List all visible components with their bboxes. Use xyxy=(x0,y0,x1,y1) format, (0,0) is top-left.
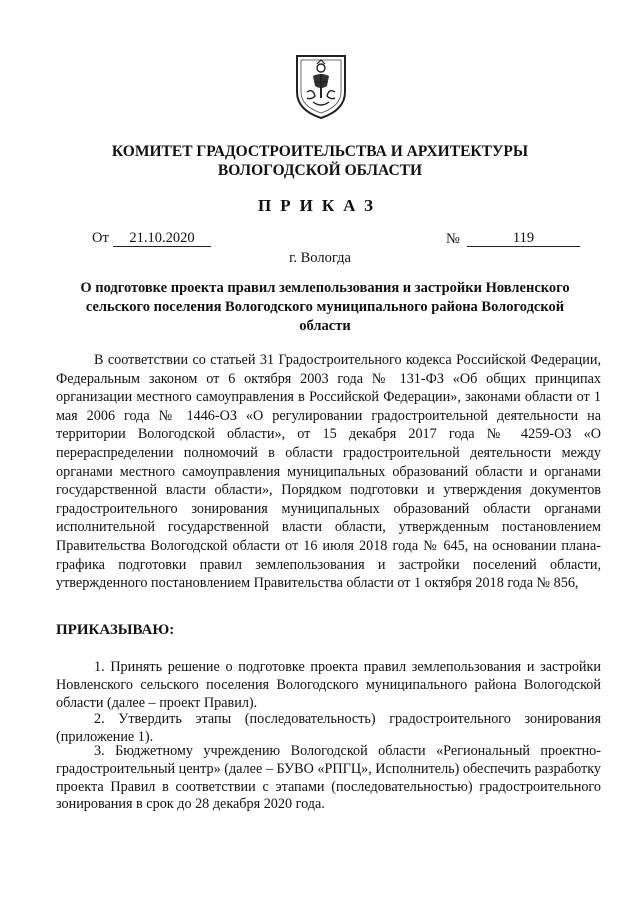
order-heading: ПРИКАЗЫВАЮ: xyxy=(56,622,175,638)
document-type-title: ПРИКАЗ xyxy=(258,196,382,215)
city: г. Вологда xyxy=(289,250,351,266)
order-item-3: 3. Бюджетному учреждению Вологодской области «Региональный проектно-градостроительный центр» (далее – БУВО «РПГЦ», Исполнитель) обеспечить разработку проекта Правил в соответствии с этапами (последовательностью) градостроительного зонирования в срок до 28 декабря 2020 года. xyxy=(56,743,601,813)
organization-name-line1: КОМИТЕТ ГРАДОСТРОИТЕЛЬСТВА И АРХИТЕКТУРЫ xyxy=(111,143,529,160)
date-label: От xyxy=(92,230,109,246)
organization-name-line2: ВОЛОГОДСКОЙ ОБЛАСТИ xyxy=(217,162,423,179)
coat-of-arms-icon xyxy=(293,52,349,120)
number-value: 119 xyxy=(467,230,580,247)
date-value: 21.10.2020 xyxy=(113,230,211,247)
number-label: № xyxy=(446,231,460,247)
document-subject: О подготовке проекта правил землепользования и застройки Новленского сельского поселения Вологодского муниципального района Вологодской области xyxy=(80,280,570,334)
preamble-paragraph: В соответствии со статьей 31 Градостроительного кодекса Российской Федерации, Федеральным законом от 6 октября 2003 года № 131-ФЗ «Об общих принципах организации местного самоуправления в Российской Федерации», законами области от 1 мая 2006 года № 1446-ОЗ «О регулировании градостроительной деятельности на территории Вологодской области», от 15 декабря 2017 года № 4259-ОЗ «О перераспределении полномочий в области градостроительной деятельности между органами местного самоуправления муниципальных образований области и органами государственной власти области», Порядком подготовки и утверждения документов градостроительного зонирования муниципальных образований области органами исполнительной государственной власти области, утвержденным постановлением Правительства Вологодской области от 16 июля 2018 года № 645, на основании плана-графика подготовки правил землепользования и застройки поселений области, утвержденного постановлением Правительства области от 1 октября 2018 года № 856, xyxy=(56,352,601,592)
order-item-2: 2. Утвердить этапы (последовательность) градостроительного зонирования (приложение 1). xyxy=(56,711,601,745)
order-item-1: 1. Принять решение о подготовке проекта правил землепользования и застройки Новленского сельского поселения Вологодского муниципального района Вологодской области (далее – проект Правил). xyxy=(56,659,601,711)
